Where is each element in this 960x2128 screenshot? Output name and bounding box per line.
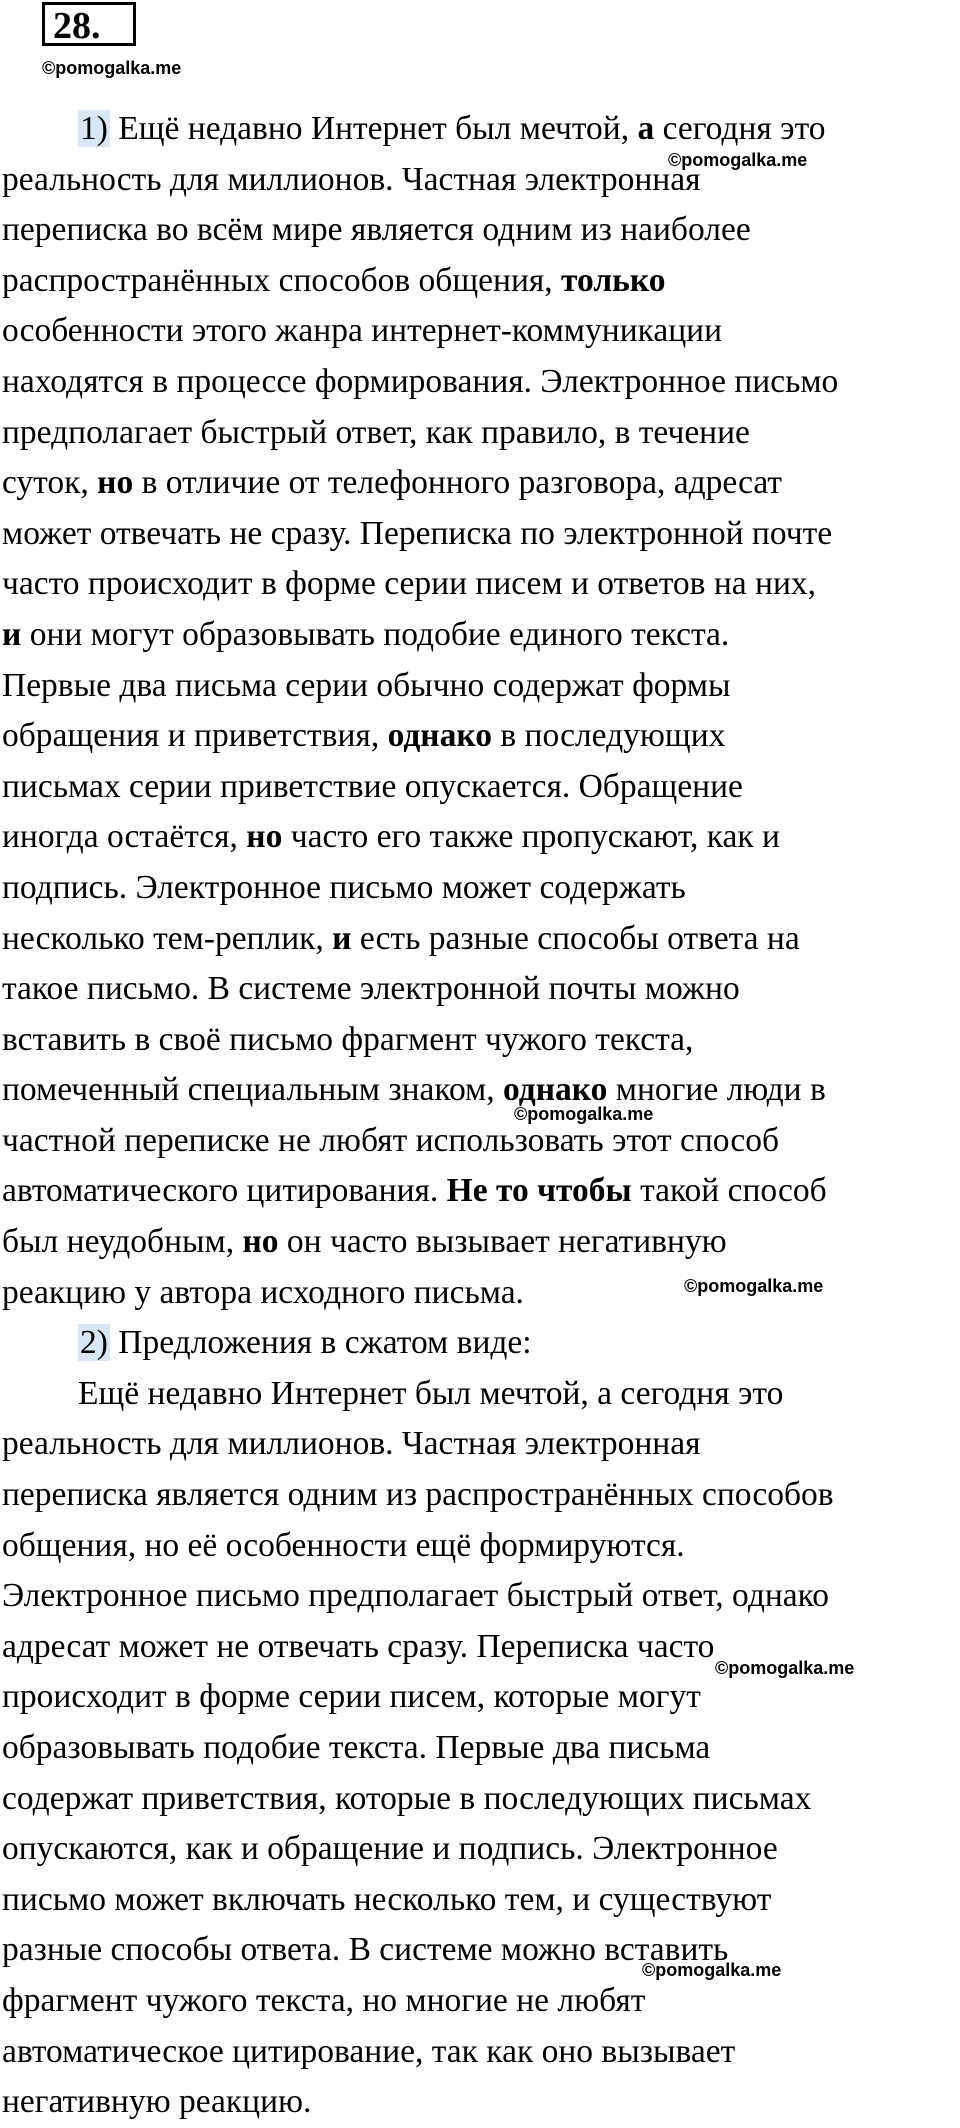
watermark: ©pomogalka.me <box>684 1276 824 1296</box>
text-line: Электронное письмо предполагает быстрый ответ, однако <box>2 1577 829 1615</box>
text-line: был неудобным, но он часто вызывает негативную <box>2 1223 727 1261</box>
watermark: ©pomogalka.me <box>642 1960 782 1980</box>
text-line: фрагмент чужого текста, но многие не любят <box>2 1981 646 2019</box>
bold-connective: только <box>561 261 666 299</box>
text-line: Ещё недавно Интернет был мечтой, а сегодня это <box>78 1374 784 1412</box>
bold-connective: и <box>332 919 352 957</box>
text-line: часто происходит в форме серии писем и ответов на них, <box>2 565 817 603</box>
bold-connective: и <box>2 615 22 653</box>
bold-connective: Не то чтобы <box>446 1172 632 1210</box>
text-line: общения, но её особенности ещё формируются. <box>2 1526 685 1564</box>
text-line: несколько тем-реплик, и есть разные способы ответа на <box>2 919 800 957</box>
bold-connective: а <box>637 110 655 147</box>
bold-connective: но <box>97 464 134 502</box>
text-line: разные способы ответа. В системе можно вставить <box>2 1931 729 1969</box>
text-line: 1) Ещё недавно Интернет был мечтой, а сегодня это <box>80 110 826 147</box>
text-line: негативную реакцию. <box>2 2083 312 2121</box>
text-line: Первые два письма серии обычно содержат формы <box>2 666 731 704</box>
watermark: ©pomogalka.me <box>668 150 808 170</box>
text-line: реальность для миллионов. Частная электронная <box>2 1425 701 1463</box>
text-line: подпись. Электронное письмо может содержать <box>2 868 686 906</box>
exercise-text <box>2 104 958 2128</box>
watermark: ©pomogalka.me <box>715 1658 855 1678</box>
text-line: содержат приветствия, которые в последующих письмах <box>2 1779 812 1817</box>
text-line: обращения и приветствия, однако в последующих <box>2 717 726 755</box>
part-2-heading: 2) Предложения в сжатом виде: <box>80 1324 532 1362</box>
bold-connective: но <box>246 818 283 856</box>
text-line: суток, но в отличие от телефонного разговора, адресат <box>2 464 782 502</box>
text-line: может отвечать не сразу. Переписка по электронной почте <box>2 514 833 552</box>
bold-connective: но <box>242 1223 279 1261</box>
bold-connective: однако <box>387 717 492 755</box>
text-line: реакцию у автора исходного письма. <box>2 1273 524 1311</box>
text-line: автоматическое цитирование, так как оно вызывает <box>2 2032 736 2070</box>
text-line: письмах серии приветствие опускается. Обращение <box>2 767 743 805</box>
bold-connective: однако <box>503 1071 608 1109</box>
part-2-marker: 2) <box>80 1324 108 1362</box>
text-line: и они могут образовывать подобие единого текста. <box>2 615 730 653</box>
text-line: такое письмо. В системе электронной почты можно <box>2 970 740 1008</box>
text-line: опускаются, как и обращение и подпись. Электронное <box>2 1830 778 1868</box>
text-line: находятся в процессе формирования. Электронное письмо <box>2 362 839 400</box>
watermark: ©pomogalka.me <box>42 58 182 78</box>
text-line: предполагает быстрый ответ, как правило, в течение <box>2 413 750 451</box>
text-line: образовывать подобие текста. Первые два письма <box>2 1729 711 1766</box>
text-line: адресат может не отвечать сразу. Переписка часто <box>2 1627 715 1665</box>
part-1 <box>2 104 958 1318</box>
text-line: частной переписке не любят использовать этот способ <box>2 1121 780 1159</box>
text-line: переписка является одним из распространённых способов <box>2 1476 834 1514</box>
part-1-marker: 1) <box>80 110 108 147</box>
text-line: письмо может включать несколько тем, и существуют <box>2 1880 772 1918</box>
text-line: распространённых способов общения, только <box>2 261 666 299</box>
watermark: ©pomogalka.me <box>514 1104 654 1124</box>
text-line: автоматического цитирования. Не то чтобы такой способ <box>2 1172 827 1210</box>
text-line: особенности этого жанра интернет-коммуникации <box>2 312 723 350</box>
text-line: иногда остаётся, но часто его также пропускают, как и <box>2 818 780 856</box>
text-line: переписка во всём мире является одним из наиболее <box>2 211 751 249</box>
text-line: помеченный специальным знаком, однако многие люди в <box>2 1071 826 1109</box>
text-line: происходит в форме серии писем, которые могут <box>2 1678 701 1716</box>
part-2 <box>2 1318 958 2128</box>
text-line: реальность для миллионов. Частная электронная <box>2 160 701 198</box>
text-line: вставить в своё письмо фрагмент чужого текста, <box>2 1020 694 1058</box>
exercise-number: 28. <box>42 2 136 46</box>
